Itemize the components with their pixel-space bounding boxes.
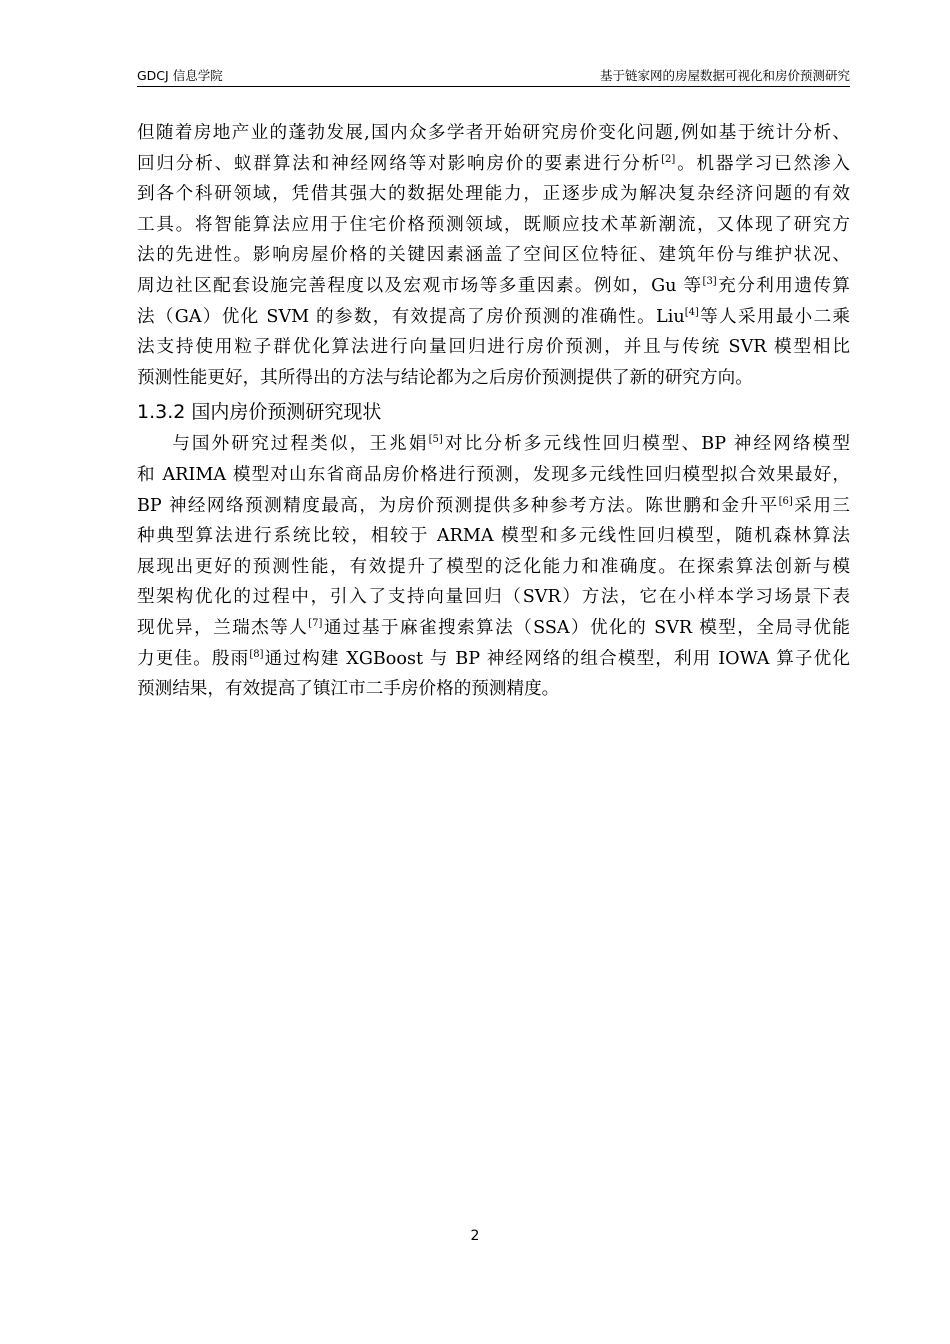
paragraph-line: 与国外研究过程类似，王兆娟[5]对比分析多元线性回归模型、BP 神经网络模型 [172, 434, 850, 455]
paragraph-domestic-research [137, 429, 850, 704]
paragraph-line: 法（GA）优化 SVM 的参数，有效提高了房价预测的准确性。Liu[4]等人采用最小二乘 [137, 306, 850, 327]
body-content [137, 118, 850, 705]
paragraph-line: 型架构优化的过程中，引入了支持向量回归（SVR）方法，它在小样本学习场景下表 [137, 587, 850, 608]
paragraph-line: 预测结果，有效提高了镇江市二手房价格的预测精度。 [137, 679, 560, 700]
header-institution: GDCJ 信息学院 [137, 68, 223, 83]
paragraph-foreign-research [137, 118, 850, 393]
header-thesis-title: 基于链家网的房屋数据可视化和房价预测研究 [599, 68, 850, 83]
page-number: 2 [470, 1228, 480, 1244]
section-number: 1.3.2 [137, 401, 186, 424]
citation-ref: [8] [249, 648, 264, 660]
citation-ref: [5] [428, 434, 443, 446]
citation-ref: [4] [684, 306, 699, 318]
paragraph-line: 工具。将智能算法应用于住宅价格预测领域，既顺应技术革新潮流，又体现了研究方 [137, 214, 850, 235]
citation-ref: [6] [778, 495, 793, 507]
citation-ref: [2] [661, 153, 676, 165]
page-header [137, 64, 850, 87]
paragraph-line: 种典型算法进行系统比较，相较于 ARMA 模型和多元线性回归模型，随机森林算法 [137, 526, 850, 547]
paragraph-line: 但随着房地产业的蓬勃发展,国内众多学者开始研究房价变化问题,例如基于统计分析、 [137, 123, 850, 143]
paragraph-line: 现优异，兰瑞杰等人[7]通过基于麻雀搜索算法（SSA）优化的 SVR 模型，全局寻优能 [137, 617, 850, 638]
paragraph-line: 和 ARIMA 模型对山东省商品房价格进行预测，发现多元线性回归模型拟合效果最好， [137, 464, 850, 485]
paragraph-line: 力更佳。殷雨[8]通过构建 XGBoost 与 BP 神经网络的组合模型，利用 IOWA 算子优化 [137, 648, 850, 669]
paragraph-line: 法支持使用粒子群优化算法进行向量回归进行房价预测，并且与传统 SVR 模型相比 [137, 337, 850, 358]
section-title: 国内房价预测研究现状 [191, 401, 382, 424]
paragraph-line: 预测性能更好，其所得出的方法与结论都为之后房价预测提供了新的研究方向。 [137, 367, 753, 388]
paragraph-line: 周边社区配套设施完善程度以及宏观市场等多重因素。例如，Gu 等[3]充分利用遗传算 [137, 275, 850, 296]
paragraph-line: BP 神经网络预测精度最高，为房价预测提供多种参考方法。陈世鹏和金升平[6]采用三 [137, 495, 850, 516]
paragraph-line: 法的先进性。影响房屋价格的关键因素涵盖了空间区位特征、建筑年份与维护状况、 [137, 245, 850, 266]
paragraph-line: 到各个科研领域，凭借其强大的数据处理能力，正逐步成为解决复杂经济问题的有效 [137, 184, 850, 205]
citation-ref: [7] [308, 617, 323, 629]
section-heading [137, 397, 850, 427]
citation-ref: [3] [702, 275, 717, 287]
paragraph-line: 展现出更好的预测性能，有效提升了模型的泛化能力和准确度。在探索算法创新与模 [137, 556, 850, 577]
paragraph-line: 回归分析、蚁群算法和神经网络等对影响房价的要素进行分析[2]。机器学习已然渗入 [137, 153, 850, 174]
